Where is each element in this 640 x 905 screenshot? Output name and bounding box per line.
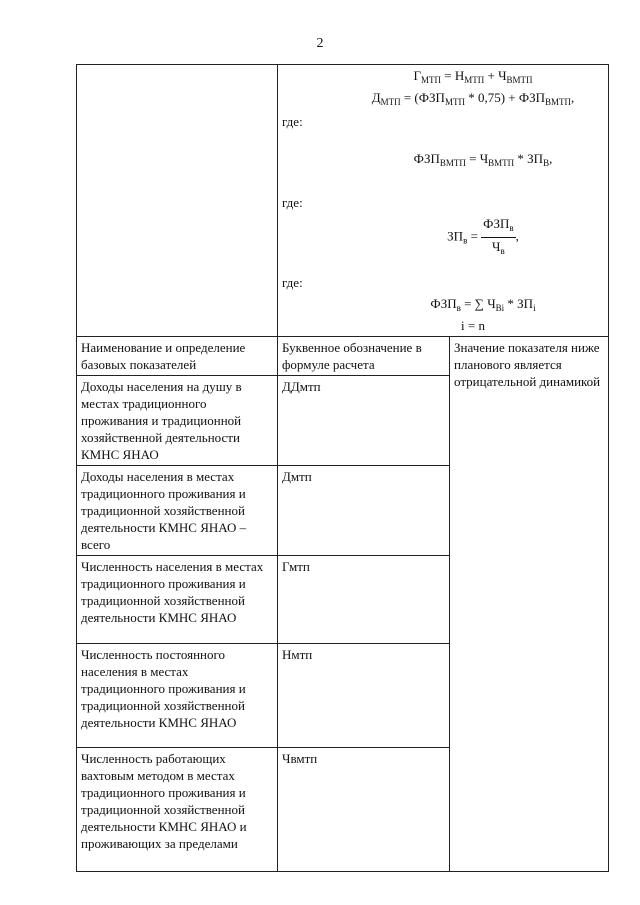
fraction: $\frac{ФЗП_в}{Ч_в}$ [483, 216, 514, 256]
indicator-name: Доходы населения в местах традиционного проживания и традиционной хозяйственной деятельности КМНС ЯНАО – всего [77, 466, 278, 556]
indicator-name: Численность населения в местах традиционного проживания и традиционной хозяйственной деятельности КМНС ЯНАО [77, 556, 278, 644]
formula-row [77, 65, 609, 337]
indicator-name: Численность постоянного населения в местах традиционного проживания и традиционной хозяйственной деятельности КМНС ЯНАО [77, 644, 278, 748]
indicator-code: Чвмтп [278, 748, 450, 872]
formula-sum-limit: i = n [461, 318, 485, 333]
indicator-code: Нмтп [278, 644, 450, 748]
where-label-2: где: [282, 195, 303, 210]
header-code: Буквенное обозначение в формуле расчета [278, 337, 450, 376]
where-label-3: где: [282, 275, 303, 290]
formula-fzp-vmtp: $ФЗП_{ВМТП} = Ч_{ВМТП} * ЗП_В$, [413, 151, 553, 168]
where-label-1: где: [282, 114, 303, 129]
indicator-table [76, 64, 609, 872]
indicator-name: Численность работающих вахтовым методом в местах традиционного проживания и традиционной хозяйственной деятельности КМНС ЯНАО и проживающих за пределами [77, 748, 278, 872]
header-row [77, 337, 609, 376]
formula-fzp-v: $ФЗП_в$ = ∑ $Ч_{Bi} * ЗП_i$ [430, 296, 536, 313]
indicator-code: Дмтп [278, 466, 450, 556]
indicator-code: Гмтп [278, 556, 450, 644]
formula-blank-cell [77, 65, 278, 337]
indicator-name: Доходы населения на душу в местах традиционного проживания и традиционной хозяйственной деятельности КМНС ЯНАО [77, 376, 278, 466]
indicator-code: ДДмтп [278, 376, 450, 466]
formula-g: $Г_{МТП} = Н_{МТП} + Ч_{ВМТП}$ [413, 68, 533, 85]
header-value: Значение показателя ниже планового является отрицательной динамикой [450, 337, 609, 872]
formula-d: $Д_{МТП} = (ФЗП_{МТП} * 0,75) + ФЗП_{ВМТП}$, [371, 90, 575, 107]
header-name: Наименование и определение базовых показателей [77, 337, 278, 376]
formula-zp-v: $ЗП_в$ = $\frac{ФЗП_в}{Ч_в}$ , [282, 215, 604, 260]
page-number: 2 [316, 36, 324, 51]
formula-cell [278, 65, 609, 337]
